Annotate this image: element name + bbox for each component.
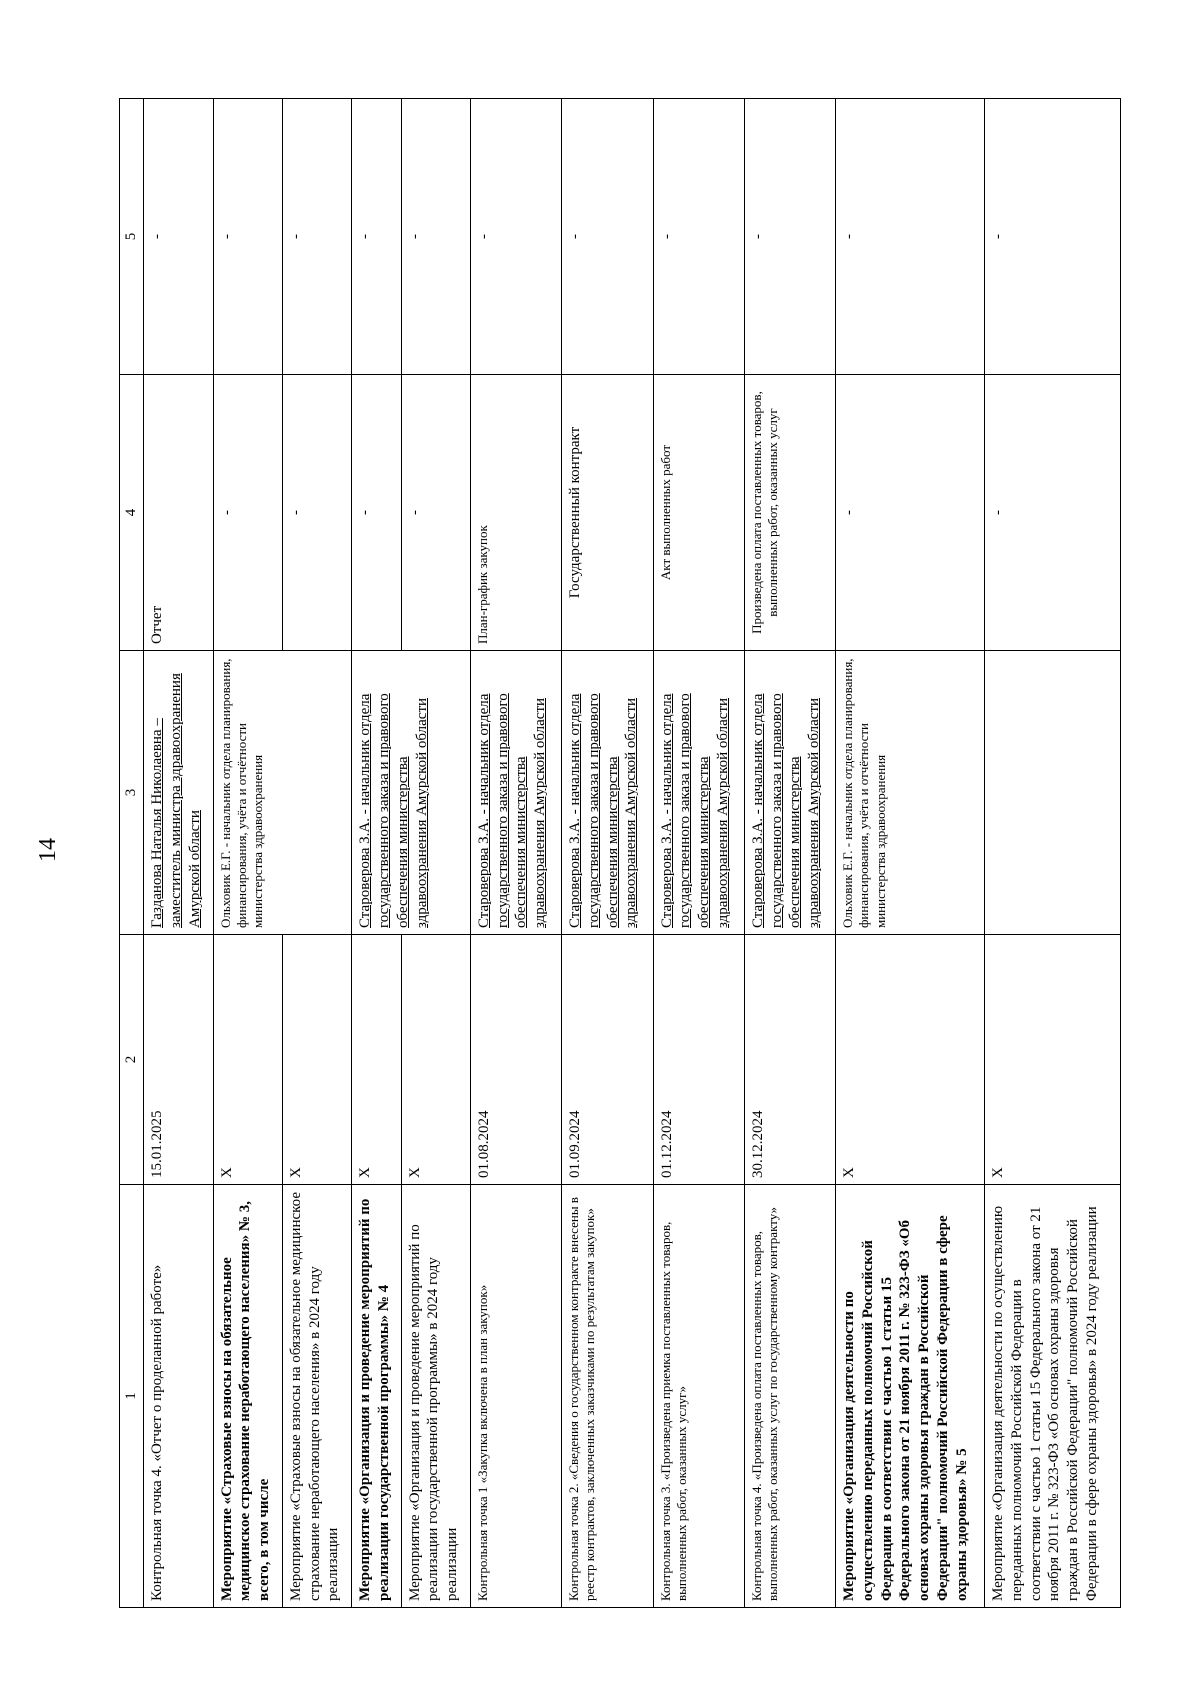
table-row [144, 99, 213, 1608]
cell-responsible: Староверова З.А. - начальник отдела государственного заказа и правового обеспечения министерства здравоохранения Амурской области [470, 651, 561, 935]
cell-responsible [985, 651, 1121, 935]
cell-date: 01.08.2024 [470, 935, 561, 1185]
cell-activity: Мероприятие «Организация и проведение мероприятий по реализации государственной программы» в 2024 году реализации [401, 1185, 470, 1608]
table-row [352, 99, 401, 1608]
rotated-sheet [30, 35, 1170, 1665]
cell-activity: Контрольная точка 3. «Произведена приемка поставленных товаров, выполненных работ, оказанных услуг» [653, 1185, 744, 1608]
cell-document: План-график закупок [470, 375, 561, 651]
table-row [836, 99, 985, 1608]
cell-responsible: Газданова Наталья Николаевна – заместитель министра здравоохранения Амурской области [144, 651, 213, 935]
cell-activity: Контрольная точка 2. «Сведения о государственном контракте внесены в реестр контрактов, заключенных заказчиками по результатам закупок» [562, 1185, 653, 1608]
cell-document: Государственный контракт [562, 375, 653, 651]
cell-date: Х [836, 935, 985, 1185]
column-header: 5 [120, 99, 144, 375]
cell-date: Х [985, 935, 1121, 1185]
cell-note: - [213, 99, 282, 375]
cell-responsible: Староверова З.А. - начальник отдела государственного заказа и правового обеспечения министерства здравоохранения Амурской области [653, 651, 744, 935]
cell-responsible: Староверова З.А. - начальник отдела государственного заказа и правового обеспечения министерства здравоохранения Амурской области [562, 651, 653, 935]
cell-document: - [401, 375, 470, 651]
cell-document: Произведена оплата поставленных товаров, выполненных работ, оказанных услуг [744, 375, 835, 651]
cell-activity: Контрольная точка 4. «Произведена оплата поставленных товаров, выполненных работ, оказанных услуг по государственному контракту» [744, 1185, 835, 1608]
cell-activity: Контрольная точка 4. «Отчет о проделанной работе» [144, 1185, 213, 1608]
page-number: 14 [35, 838, 61, 862]
table-row [744, 99, 835, 1608]
cell-activity: Мероприятие «Страховые взносы на обязательное медицинское страхование неработающего населения» в 2024 году реализации [282, 1185, 351, 1608]
cell-document: - [836, 375, 985, 651]
cell-activity: Мероприятие «Организация деятельности по осуществлению переданных полномочий Российской Федерации в соответствии с частью 1 статьи 15 Федерального закона от 21 ноября 2011 г. № 323-ФЗ «Об основах охраны здоровья граждан в Российской Федерации" полномочий Российской Федерации в сфере охраны здоровья» в 2024 году реализации [985, 1185, 1121, 1608]
table-row [213, 99, 282, 1608]
cell-date: Х [401, 935, 470, 1185]
cell-date: Х [282, 935, 351, 1185]
cell-responsible: Староверова З.А. - начальник отдела государственного заказа и правового обеспечения министерства здравоохранения Амурской области [744, 651, 835, 935]
cell-document: - [985, 375, 1121, 651]
table-row [562, 99, 653, 1608]
cell-document: - [282, 375, 351, 651]
cell-note: - [744, 99, 835, 375]
cell-note: - [352, 99, 401, 375]
cell-note: - [282, 99, 351, 375]
cell-document: - [213, 375, 282, 651]
activities-table [119, 98, 1121, 1608]
cell-responsible: Ольховик Е.Г. - начальник отдела планирования, финансирования, учёта и отчётности министерства здравоохранения [836, 651, 985, 935]
cell-note: - [653, 99, 744, 375]
cell-activity: Контрольная точка 1 «Закупка включена в план закупок» [470, 1185, 561, 1608]
cell-date: 30.12.2024 [744, 935, 835, 1185]
cell-document: Акт выполненных работ [653, 375, 744, 651]
table-row [985, 99, 1121, 1608]
cell-responsible: Староверова З.А. - начальник отдела государственного заказа и правового обеспечения министерства здравоохранения Амурской области [352, 651, 471, 935]
table-row [653, 99, 744, 1608]
cell-note: - [144, 99, 213, 375]
cell-date: Х [352, 935, 401, 1185]
column-header: 4 [120, 375, 144, 651]
column-header: 1 [120, 1185, 144, 1608]
cell-date: 01.12.2024 [653, 935, 744, 1185]
cell-note: - [836, 99, 985, 375]
cell-document: Отчет [144, 375, 213, 651]
cell-note: - [562, 99, 653, 375]
cell-note: - [985, 99, 1121, 375]
cell-note: - [470, 99, 561, 375]
cell-responsible: Ольховик Е.Г. - начальник отдела планирования, финансирования, учёта и отчётности министерства здравоохранения [213, 651, 352, 935]
cell-date: 01.09.2024 [562, 935, 653, 1185]
cell-activity: Мероприятие «Организация и проведение мероприятий по реализации государственной программы» № 4 [352, 1185, 401, 1608]
column-header: 3 [120, 651, 144, 935]
column-header: 2 [120, 935, 144, 1185]
table-row [470, 99, 561, 1608]
cell-date: 15.01.2025 [144, 935, 213, 1185]
cell-activity: Мероприятие «Страховые взносы на обязательное медицинское страхование неработающего населения» № 3, всего, в том числе [213, 1185, 282, 1608]
cell-activity: Мероприятие «Организация деятельности по осуществлению переданных полномочий Российской Федерации в соответствии с частью 1 статьи 15 Федерального закона от 21 ноября 2011 г. № 323-ФЗ «Об основах охраны здоровья граждан в Российской Федерации" полномочий Российской Федерации в сфере охраны здоровья» № 5 [836, 1185, 985, 1608]
cell-date: Х [213, 935, 282, 1185]
cell-document: - [352, 375, 401, 651]
cell-note: - [401, 99, 470, 375]
table-header-row [120, 99, 144, 1608]
